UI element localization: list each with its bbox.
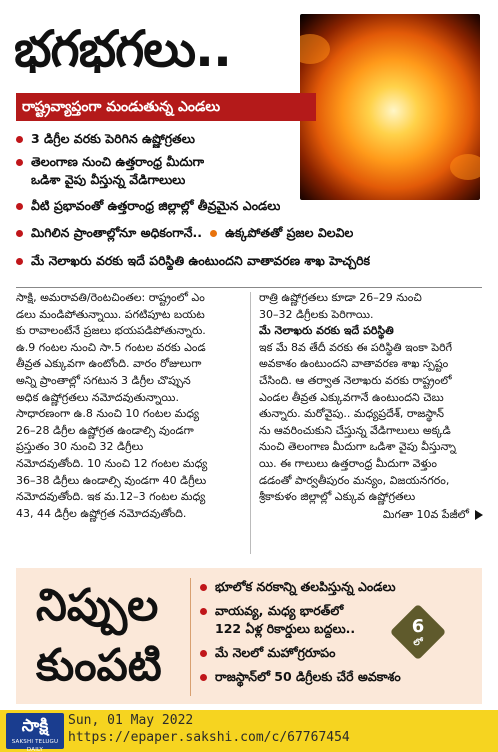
bullet-text: తెలంగాణ నుంచి ఉత్తరాంధ్ర మీదుగా <box>31 154 205 169</box>
logo-text: సాక్షి <box>21 716 49 736</box>
article-line: 30–32 డిగ్రీలకు పెరిగాయి. <box>259 307 374 321</box>
bullet-item <box>16 130 195 148</box>
article-line: కు రావాలంటేనే ప్రజలు భయపడిపోతున్నారు. <box>16 324 206 338</box>
page-badge-suffix: లో <box>413 638 423 648</box>
bullet-dot-icon <box>200 674 207 681</box>
box-item: 122 ఏళ్ల రికార్డులు బద్దలు.. <box>215 621 356 636</box>
bullet-dot-icon <box>200 584 207 591</box>
page-badge-number: 6 <box>411 616 425 637</box>
article-line: ఉ.9 గంటల నుంచి సా.5 గంటల వరకు ఎండ <box>16 340 206 354</box>
bullet-text: వీటి ప్రభావంతో ఉత్తరాంధ్ర జిల్లాల్లో తీవ్రమైన ఎండలు <box>31 198 281 213</box>
box-divider <box>190 578 191 696</box>
article-line: అధిక ఉష్ణోగ్రతలు నమోదవుతున్నాయి. <box>16 390 179 404</box>
article-line: డలు మండిపోతున్నాయి. పగటిపూట బయట <box>16 307 205 321</box>
article-column-left <box>16 290 244 522</box>
article-line: డడంతో పార్వతీపురం మన్యం, విజయనగరం, <box>259 473 450 487</box>
article-line: ఇక మే 8వ తేదీ వరకు ఈ పరిస్థితి ఇంకా పెరిగే <box>259 340 453 354</box>
article-line: నుంచి తెలంగాణ మీదుగా ఒడిశా వైపు వీస్తున్నా <box>259 440 456 454</box>
article-subtitle: మే నెలాఖరు వరకు ఇదే పరిస్థితి <box>259 324 394 338</box>
sun-photo <box>300 14 480 200</box>
article-line: తున్నారు. మరోవైపు.. మధ్యప్రదేశ్, రాజస్థాన్ <box>259 407 444 421</box>
bullet-dot-icon <box>200 608 207 615</box>
bullet-text: మిగిలిన ప్రాంతాల్లోనూ అధికంగానే.. <box>31 225 203 240</box>
box-item: వాయవ్య, మధ్య భారత్‌లో <box>200 602 480 620</box>
logo-subtext: SAKSHI TELUGU DAILY <box>11 739 59 752</box>
bullet-dot-icon <box>16 159 23 166</box>
article-line: నమోదవుతోంది. ఇక మ.12–3 గంటల మధ్య <box>16 490 206 504</box>
article-line: సాధారణంగా ఉ.8 నుంచి 10 గంటల మధ్య <box>16 407 200 421</box>
bullet-dot-icon <box>16 258 23 265</box>
article-line: ప్రస్తుతం 30 నుంచి 32 డిగ్రీలు <box>16 440 144 454</box>
article-line: 26–28 డిగ్రీల ఉష్ణోగ్రత ఉండాల్సి వుండగా <box>16 423 194 437</box>
solar-flare <box>450 154 480 180</box>
bullet-item <box>16 153 204 171</box>
article-line: ను ఆవరించుకుని చేస్తున్న వేడిగాలులు అక్కడి <box>259 423 451 437</box>
play-arrow-icon <box>475 510 483 520</box>
article-line: సాక్షి, అమరావతి/రెంటచింతల: రాష్ట్రంలో ఎం <box>16 291 205 304</box>
article-line: అవకాశం ఉంటుందని వాతావరణ శాఖ స్పష్టం <box>259 357 449 371</box>
article-column-right <box>259 290 483 523</box>
bullet-dot-icon <box>200 650 207 657</box>
bullet-text: ఉక్కపోతతో ప్రజల విలవిల <box>225 225 354 240</box>
box-item: రాజస్థాన్‌లో 50 డిగ్రీలకు చేరే అవకాశం <box>200 668 480 686</box>
bullet-item <box>16 197 280 215</box>
bullet-item <box>16 224 353 242</box>
article-line: తీవ్రత ఎక్కువగా ఉంటోంది. వారం రోజులుగా <box>16 357 202 371</box>
column-divider <box>250 292 251 554</box>
bullet-dot-icon <box>16 230 23 237</box>
box-item: మే నెలలో మహోగ్రరూపం <box>200 644 480 662</box>
article-line: యి. ఈ గాలులు ఉత్తరాంధ్ర మీదుగా వెళ్తుం <box>259 456 437 470</box>
article-line: 43, 44 డిగ్రీల ఉష్ణోగ్రత నమోదవుతోంది. <box>16 506 187 520</box>
continue-label: మిగతా 10వ పేజీలో <box>382 507 469 521</box>
bullet-dot-icon <box>210 230 217 237</box>
bullet-text: 3 డిగ్రీల వరకు పెరిగిన ఉష్ణోగ్రతలు <box>31 131 195 146</box>
footer-url[interactable]: https://epaper.sakshi.com/c/67767454 <box>68 730 350 745</box>
article-line: రాత్రి ఉష్ణోగ్రతలు కూడా 26–29 నుంచి <box>259 291 422 304</box>
bullet-text: ఒడిశా వైపు వీస్తున్న వేడిగాలులు <box>31 172 186 187</box>
bullet-text: మే నెలాఖరు వరకు ఇదే పరిస్థితి ఉంటుందని వాతావరణ శాఖ హెచ్చరిక <box>31 253 371 268</box>
article-line: అన్ని ప్రాంతాల్లో సగటున 3 డిగ్రీల చొప్పున <box>16 373 191 387</box>
box-title-line: కుంపటి <box>36 640 162 691</box>
box-item: భూలోక నరకాన్ని తలపిస్తున్న ఎండలు <box>200 578 480 596</box>
continue-link[interactable] <box>259 507 483 524</box>
box-title <box>36 576 186 696</box>
bullet-item <box>16 171 185 189</box>
subhead-bar: రాష్ట్రవ్యాప్తంగా మండుతున్న ఎండలు <box>16 93 316 121</box>
bullet-item <box>16 252 370 270</box>
bullet-dot-icon <box>16 203 23 210</box>
article-line: 36–38 డిగ్రీలు ఉండాల్సి వుండగా 40 డిగ్రీలు <box>16 473 207 487</box>
bullet-dot-icon <box>16 136 23 143</box>
section-divider <box>16 287 482 288</box>
headline: భగభగలు.. <box>14 20 232 78</box>
article-line: నమోదవుతోంది. 10 నుంచి 12 గంటల మధ్య <box>16 456 208 470</box>
article-line: శ్రీకాకుళం జిల్లాల్లో ఎక్కువ ఉష్ణోగ్రతలు <box>259 490 416 504</box>
box-title-line: నిప్పుల <box>36 580 159 631</box>
footer-date: Sun, 01 May 2022 <box>68 713 194 728</box>
article-line: ఎండల తీవ్రత ఎక్కువగానే ఉంటుందని చెబు <box>259 390 444 404</box>
solar-flare <box>300 34 330 64</box>
article-line: చేసింది. ఆ తర్వాత నెలాఖరు వరకు రాష్ట్రంలో <box>259 373 452 387</box>
